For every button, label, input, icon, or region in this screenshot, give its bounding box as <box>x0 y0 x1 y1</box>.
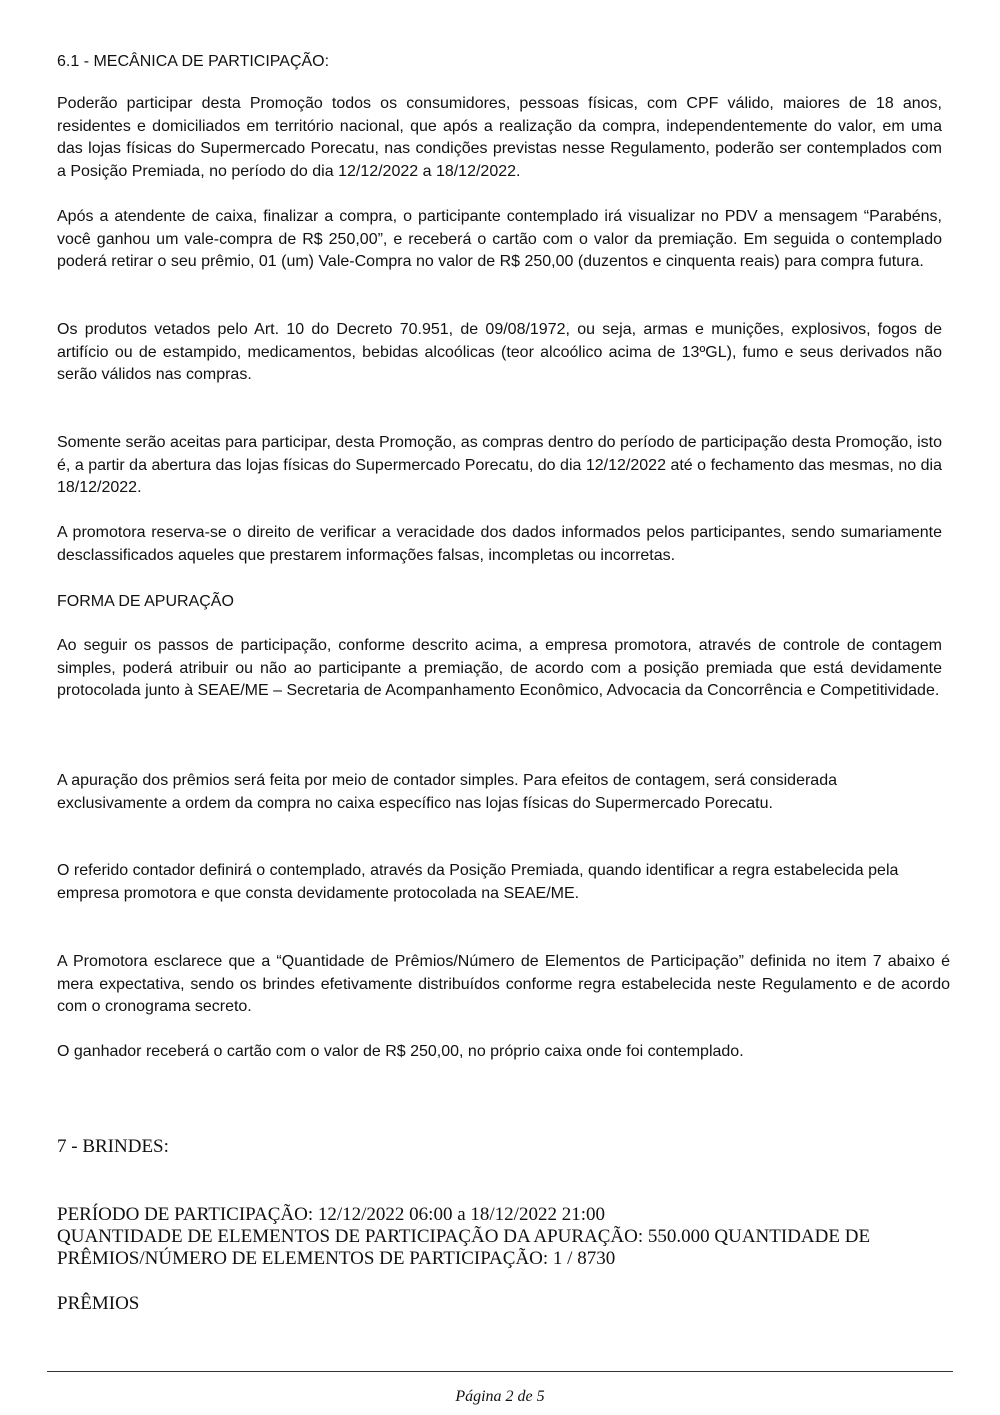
paragraph-simple-counter: A apuração dos prêmios será feita por meio de contador simples. Para efeitos de contagem, será considerada exclusivamente a ordem da compra no caixa específico nas lojas físicas do Supermercado Porecatu. <box>57 772 837 812</box>
page-number: Página 2 de 5 <box>455 1388 545 1405</box>
paragraph-prize-redemption: Após a atendente de caixa, finalizar a compra, o participante contemplado irá visualizar no PDV a mensagem “Parabéns, você ganhou um vale-compra de R$ 250,00”, e receberá o cartão com o valor da premiação. Em seguida o contemplado poderá retirar o seu prêmio, 01 (um) Vale-Compra no valor de R$ 250,00 (duzentos e cinquenta reais) para compra futura. <box>57 208 942 270</box>
paragraph-participation-eligibility: Poderão participar desta Promoção todos os consumidores, pessoas físicas, com CPF válido, maiores de 18 anos, residentes e domiciliados em território nacional, que após a realização da compra, independentemente do valor, em uma das lojas físicas do Supermercado Porecatu, nas condições previstas nesse Regulamento, poderão ser contemplados com a Posição Premiada, no período do dia 12/12/2022 a 18/12/2022. <box>57 95 942 180</box>
paragraph-participation-period: Somente serão aceitas para participar, desta Promoção, as compras dentro do período de participação desta Promoção, isto é, a partir da abertura das lojas físicas do Supermercado Porecatu, do dia 12/12/2022 até o fechamento das mesmas, no dia 18/12/2022. <box>57 434 942 496</box>
participation-details <box>57 1204 947 1270</box>
premios-heading: PRÊMIOS <box>57 1293 140 1314</box>
paragraph-counting-control: Ao seguir os passos de participação, conforme descrito acima, a empresa promotora, através de controle de contagem simples, poderá atribuir ou não ao participante a premiação, de acordo com a posição premiada que está devidamente protocolada junto à SEAE/ME – Secretaria de Acompanhamento Econômico, Advocacia da Concorrência e Competitividade. <box>57 637 942 699</box>
section-7-heading: 7 - BRINDES: <box>57 1136 169 1157</box>
paragraph-data-verification: A promotora reserva-se o direito de verificar a veracidade dos dados informados pelos participantes, sendo sumariamente desclassificados aqueles que prestarem informações falsas, incompletas ou incorretas. <box>57 524 942 564</box>
forma-apuracao-heading: FORMA DE APURAÇÃO <box>57 593 234 610</box>
paragraph-counter-definition: O referido contador definirá o contemplado, através da Posição Premiada, quando identificar a regra estabelecida pela empresa promotora e que consta devidamente protocolada na SEAE/ME. <box>57 862 899 902</box>
participation-quantity-text: QUANTIDADE DE ELEMENTOS DE PARTICIPAÇÃO DA APURAÇÃO: 550.000 QUANTIDADE DE PRÊMIOS/NÚMERO DE ELEMENTOS DE PARTICIPAÇÃO: 1 / 8730 <box>57 1226 871 1269</box>
footer-divider <box>47 1371 953 1372</box>
paragraph-prize-expectation: A Promotora esclarece que a “Quantidade de Prêmios/Número de Elementos de Participação” definida no item 7 abaixo é mera expectativa, sendo os brindes efetivamente distribuídos conforme regra estabelecida neste Regulamento e de acordo com o cronograma secreto. <box>57 953 950 1015</box>
section-6-1-heading: 6.1 - MECÂNICA DE PARTICIPAÇÃO: <box>57 53 330 70</box>
paragraph-vetoed-products: Os produtos vetados pelo Art. 10 do Decreto 70.951, de 09/08/1972, ou seja, armas e munições, explosivos, fogos de artifício ou de estampido, medicamentos, bebidas alcoólicas (teor alcoólico acima de 13ºGL), fumo e seus derivados não serão válidos nas compras. <box>57 321 942 383</box>
paragraph-winner-card: O ganhador receberá o cartão com o valor de R$ 250,00, no próprio caixa onde foi contemplado. <box>57 1043 744 1060</box>
participation-period-line: PERÍODO DE PARTICIPAÇÃO: 12/12/2022 06:00 a 18/12/2022 21:00 <box>57 1204 605 1225</box>
